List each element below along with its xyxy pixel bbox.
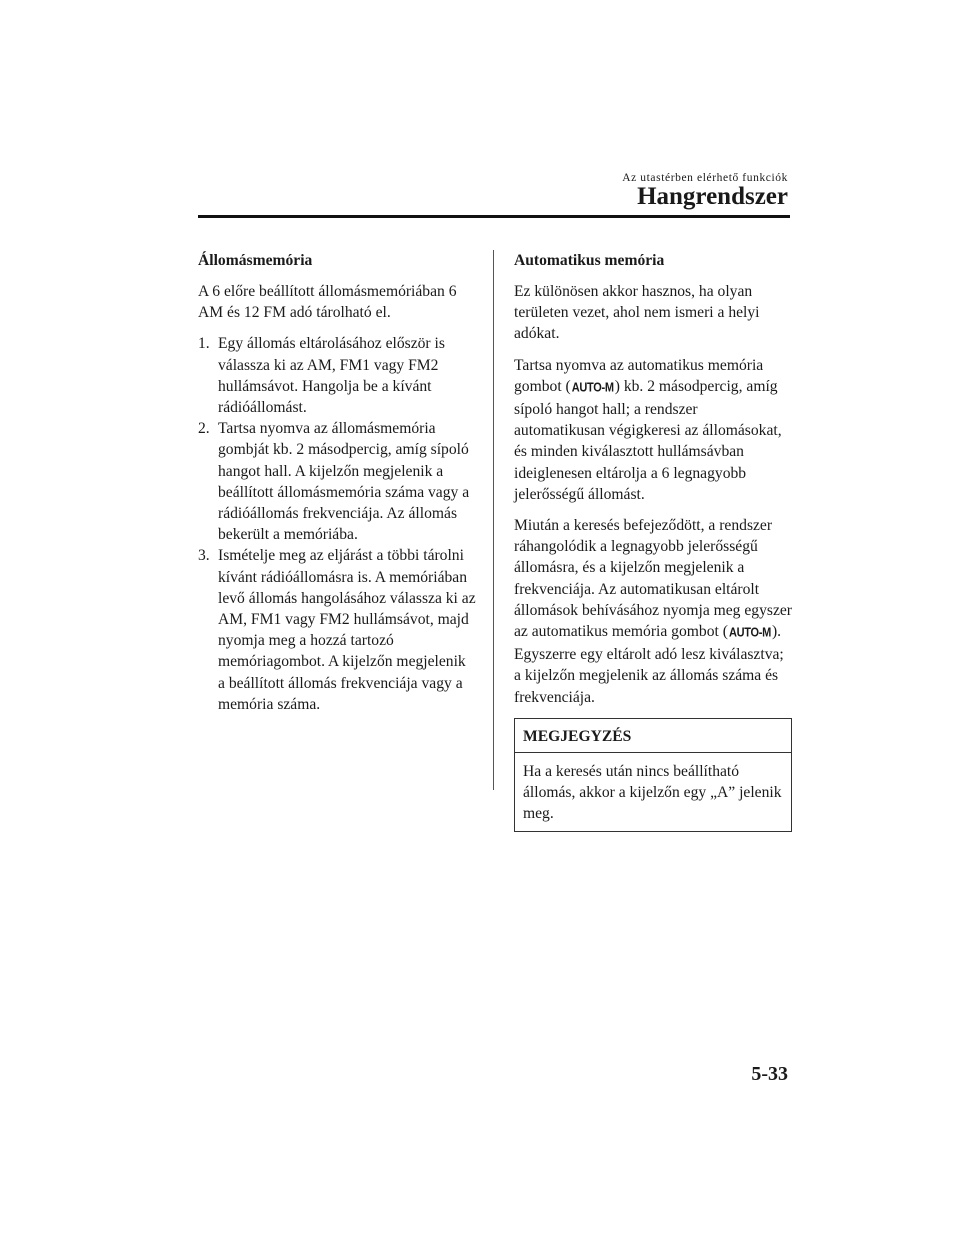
auto-memory-instruction [514, 355, 792, 505]
page-number: 5-33 [751, 1063, 788, 1085]
header-rule [198, 215, 790, 218]
step-item [198, 418, 476, 545]
recall-text-end: ). Egyszerre egy eltárolt adó lesz kiválasztva; a kijelzőn megjelenik az állomás száma és frekvenciája. [514, 623, 784, 706]
step-number: 1. [198, 335, 210, 353]
chapter-title: Hangrendszer [637, 183, 788, 210]
right-column [514, 250, 792, 832]
note-title: MEGJEGYZÉS [515, 719, 791, 753]
column-divider [493, 250, 494, 790]
note-body: Ha a keresés után nincs beállítható állomás, akkor a kijelzőn egy „A” jelenik meg. [523, 763, 782, 823]
step-text: Tartsa nyomva az állomásmemória gombját kb. 2 másodpercig, amíg sípoló hangot hall. A kijelzőn megjelenik a beállított állomásmemória száma vagy a rádióállomás frekvenciája. Az állomás bekerült a memóriába. [218, 420, 470, 544]
step-number: 2. [198, 420, 210, 438]
step-number: 3. [198, 547, 210, 565]
step-text: Ismételje meg az eljárást a többi tárolni kívánt rádióállomásra is. A memóriában levő állomás hangolásához válassza ki az AM, FM1 vagy FM2 hullámsávot, majd nyomja meg a hozzá tartozó memóriagombot. A kijelzőn megjelenik a beállított állomás frekvenciája vagy a memória száma. [218, 547, 476, 713]
instruction-text-end: ) kb. 2 másodpercig, amíg sípoló hangot hall; a rendszer automatikusan végigkeresi az állomásokat, és minden kiválasztott hullámsávban ideiglenesen eltárolja a 6 legnagyobb jelerősségű állomást. [514, 377, 782, 503]
auto-m-button-icon: AUTO-M [571, 380, 614, 395]
station-memory-steps [198, 333, 476, 715]
step-item [198, 545, 476, 715]
auto-memory-intro: Ez különösen akkor hasznos, ha olyan területen vezet, ahol nem ismeri a helyi adókat. [514, 283, 760, 343]
step-text: Egy állomás eltárolásához először is válassza ki az AM, FM1 vagy FM2 hullámsávot. Hangolja be a kívánt rádióállomást. [218, 335, 445, 417]
note-box [514, 718, 792, 832]
section-title-text: Az utastérben elérhető funkciók [622, 172, 788, 184]
instruction-text-start: Tartsa nyomva az automatikus memória gombot ( [514, 356, 764, 395]
auto-memory-recall [514, 515, 792, 708]
left-column [198, 250, 476, 715]
step-item [198, 333, 476, 418]
station-memory-heading: Állomásmemória [198, 252, 313, 269]
auto-m-button-icon: AUTO-M [728, 626, 771, 640]
auto-memory-heading: Automatikus memória [514, 252, 665, 269]
station-memory-intro: A 6 előre beállított állomásmemóriában 6 AM és 12 FM adó tárolható el. [198, 283, 457, 322]
recall-text-start: Miután a keresés befejeződött, a rendszer ráhangolódik a legnagyobb jelerősségű állomásra, és a kijelzőn megjelenik a frekvenciája. Az automatikusan eltárolt állomások behívásához nyomja meg egyszer az automatikus memória gombot ( [514, 517, 792, 641]
